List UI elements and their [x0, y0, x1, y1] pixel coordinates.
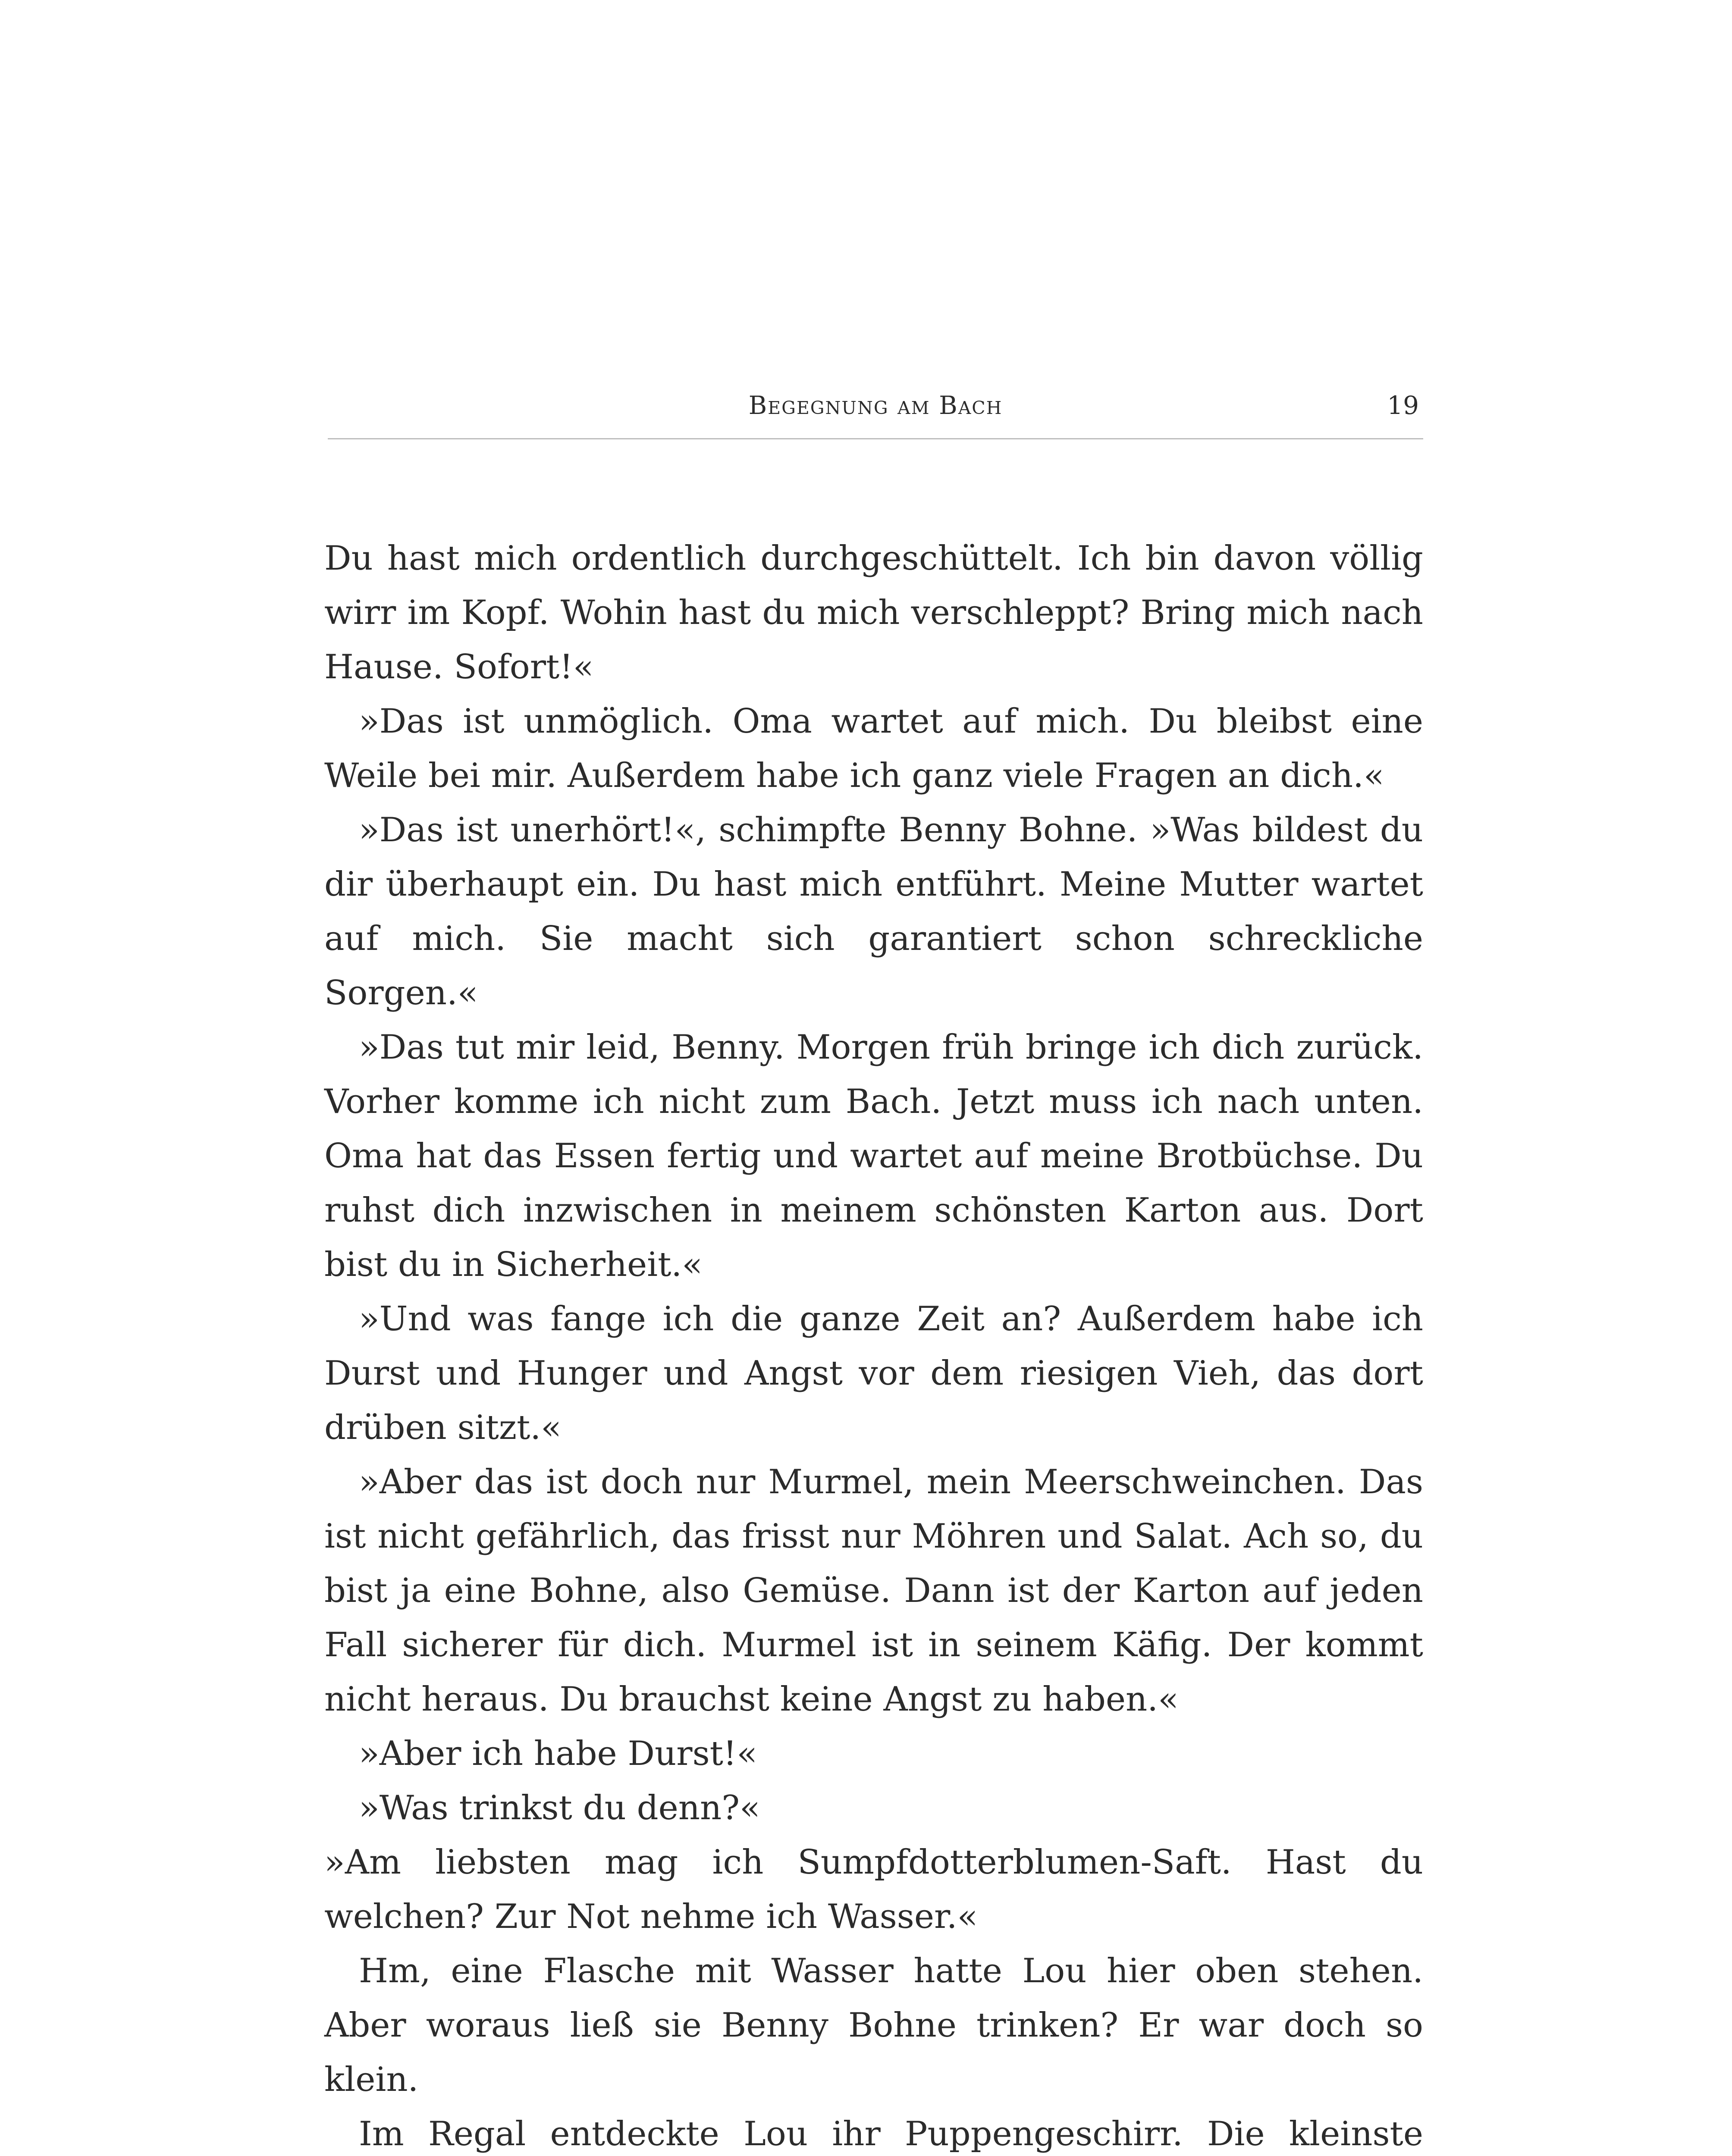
- paragraph: Im Regal entdeckte Lou ihr Puppengeschirr. Die kleinste: [359, 2115, 1423, 2153]
- body-text: [324, 531, 1423, 2156]
- paragraph: »Aber ich habe Durst!«: [359, 1734, 758, 1773]
- header-rule: [328, 438, 1423, 439]
- paragraph: Hm, eine Flasche mit Wasser hatte Lou hier oben stehen. Aber woraus ließ sie Benny Bohne trinken? Er war doch so klein.: [324, 1952, 1423, 2099]
- paragraph: »Das ist unerhört!«, schimpfte Benny Bohne. »Was bildest du dir überhaupt ein. Du hast mich entführt. Meine Mutter wartet auf mich. Sie macht sich garantiert schon schreckliche Sorgen.«: [324, 811, 1423, 1012]
- paragraph: »Aber das ist doch nur Murmel, mein Meerschweinchen. Das ist nicht gefährlich, das frisst nur Möhren und Salat. Ach so, du bist ja eine Bohne, also Gemüse. Dann ist der Karton auf jeden Fall sicherer für dich. Murmel ist in seinem Käfig. Der kommt nicht heraus. Du brauchst keine Angst zu haben.«: [324, 1463, 1423, 1719]
- paragraph: Du hast mich ordentlich durchgeschüttelt. Ich bin davon völlig wirr im Kopf. Wohin hast du mich verschleppt? Bring mich nach Hause. Sofort!«: [324, 539, 1423, 686]
- paragraph: »Das tut mir leid, Benny. Morgen früh bringe ich dich zurück. Vorher komme ich nicht zum Bach. Jetzt muss ich nach unten. Oma hat das Essen fertig und wartet auf meine Brotbüchse. Du ruhst dich inzwischen in meinem schönsten Karton aus. Dort bist du in Sicherheit.«: [324, 1028, 1423, 1284]
- paragraph: »Was trinkst du denn?«: [359, 1789, 760, 1827]
- paragraph: »Das ist unmöglich. Oma wartet auf mich. Du bleibst eine Weile bei mir. Außerdem habe ich ganz viele Fragen an dich.«: [324, 702, 1423, 795]
- running-header: [328, 388, 1423, 436]
- page-number: 19: [1387, 391, 1419, 420]
- paragraph: »Und was fange ich die ganze Zeit an? Außerdem habe ich Durst und Hunger und Angst vor dem riesigen Vieh, das dort drüben sitzt.«: [324, 1300, 1423, 1447]
- chapter-title: Begegnung am Bach: [748, 391, 1003, 420]
- paragraph: »Am liebsten mag ich Sumpfdotterblumen-Saft. Hast du welchen? Zur Not nehme ich Wasser.«: [324, 1843, 1423, 1936]
